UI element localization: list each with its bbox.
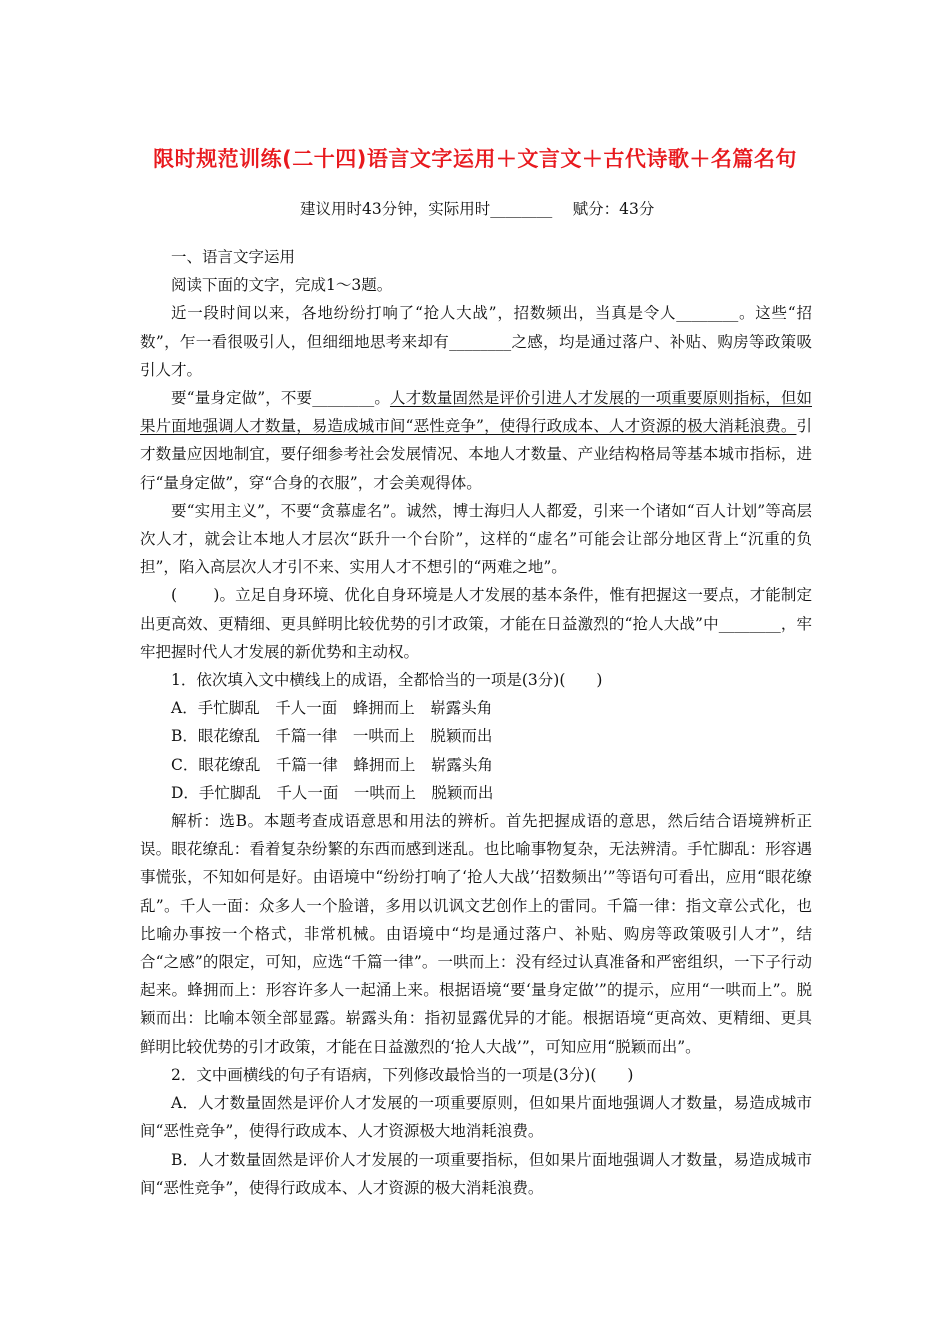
instruction: 阅读下面的文字，完成1～3题。 <box>171 276 393 295</box>
passage-paragraph-1: 近一段时间以来，各地纷纷打响了“抢人大战”，招数频出，当真是令人________。这些“招数”，乍一看很吸引人，但细细地思考来却有________之感，均是通过落户、补贴、购房等政策吸引人才。 <box>140 304 812 379</box>
question-1-option-c: C．眼花缭乱 千篇一律 蜂拥而上 崭露头角 <box>171 755 493 774</box>
page-title: 限时规范训练(二十四)语言文字运用＋文言文＋古代诗歌＋名篇名句 <box>153 147 797 171</box>
section-heading: 一、语言文字运用 <box>171 248 296 266</box>
passage-paragraph-4: ( )。立足自身环境、优化自身环境是人才发展的基本条件，惟有把握这一要点，才能制定出更高效、更精细、更具鲜明比较优势的引才政策，才能在日益激烈的“抢人大战”中________，牢牢把握时代人才发展的新优势和主动权。 <box>140 586 812 661</box>
document-body <box>140 243 812 1202</box>
question-1-option-b: B．眼花缭乱 千篇一律 一哄而上 脱颖而出 <box>171 727 493 746</box>
question-1-option-a: A．手忙脚乱 千人一面 蜂拥而上 崭露头角 <box>171 699 493 718</box>
paragraph-2-lead: 要“量身定做”，不要________。 <box>171 389 390 408</box>
question-1-analysis: 解析：选B。本题考查成语意思和用法的辨析。首先把握成语的意思，然后结合语境辨析正误。眼花缭乱：看着复杂纷繁的东西而感到迷乱。也比喻事物复杂，无法辨清。手忙脚乱：形容遇事慌张，不知如何是好。由语境中“纷纷打响了‘抢人大战’‘招数频出’”等语句可看出，应用“眼花缭乱”。千人一面：众多人一个脸谱，多用以讥讽文艺创作上的雷同。千篇一律：指文章公式化，也比喻办事按一个格式，非常机械。由语境中“均是通过落户、补贴、购房等政策吸引人才”，结合“之感”的限定，可知，应选“千篇一律”。一哄而上：没有经过认真准备和严密组织，一下子行动起来。蜂拥而上：形容许多人一起涌上来。根据语境“要‘量身定做’”的提示，应用“一哄而上”。脱颖而出：比喻本领全部显露。崭露头角：指初显露优异的才能。根据语境“更高效、更精细、更具鲜明比较优势的引才政策，才能在日益激烈的‘抢人大战’”，可知应用“脱颖而出”。 <box>140 812 812 1056</box>
underlined-sentence: 人才数量固然是评价引进人才发展的一项重要原则指标，但如果片面地强调人才数量，易造成城市间“恶性竞争”，使得行政成本、人才资源的极大消耗浪费。 <box>140 389 812 436</box>
passage-paragraph-3: 要“实用主义”，不要“贪慕虚名”。诚然，博士海归人人都爱，引来一个诸如“百人计划”等高层次人才，就会让本地人才层次“跃升一个台阶”，这样的“虚名”可能会让部分地区背上“沉重的负担”，陷入高层次人才引不来、实用人才不想引的“两难之地”。 <box>140 501 812 577</box>
passage-paragraph-2 <box>140 384 812 497</box>
paragraph-2-rest: 引才数量应因地制宜，要仔细参考社会发展情况、本地人才数量、产业结构格局等基本城市指标，进行“量身定做”，穿“合身的衣服”，才会美观得体。 <box>140 417 812 492</box>
time-score-line: 建议用时43分钟，实际用时________ 赋分：43分 <box>300 200 655 218</box>
question-1-stem: 1．依次填入文中横线上的成语，全都恰当的一项是(3分)( ) <box>171 671 603 690</box>
question-2-option-a: A．人才数量固然是评价人才发展的一项重要原则，但如果片面地强调人才数量，易造成城市间“恶性竞争”，使得行政成本、人才资源极大地消耗浪费。 <box>140 1094 812 1141</box>
question-2-option-b: B．人才数量固然是评价人才发展的一项重要指标，但如果片面地强调人才数量，易造成城市间“恶性竞争”，使得行政成本、人才资源的极大消耗浪费。 <box>140 1150 812 1197</box>
question-2-stem: 2．文中画横线的句子有语病，下列修改最恰当的一项是(3分)( ) <box>171 1065 634 1084</box>
question-1-option-d: D．手忙脚乱 千人一面 一哄而上 脱颖而出 <box>171 783 494 802</box>
